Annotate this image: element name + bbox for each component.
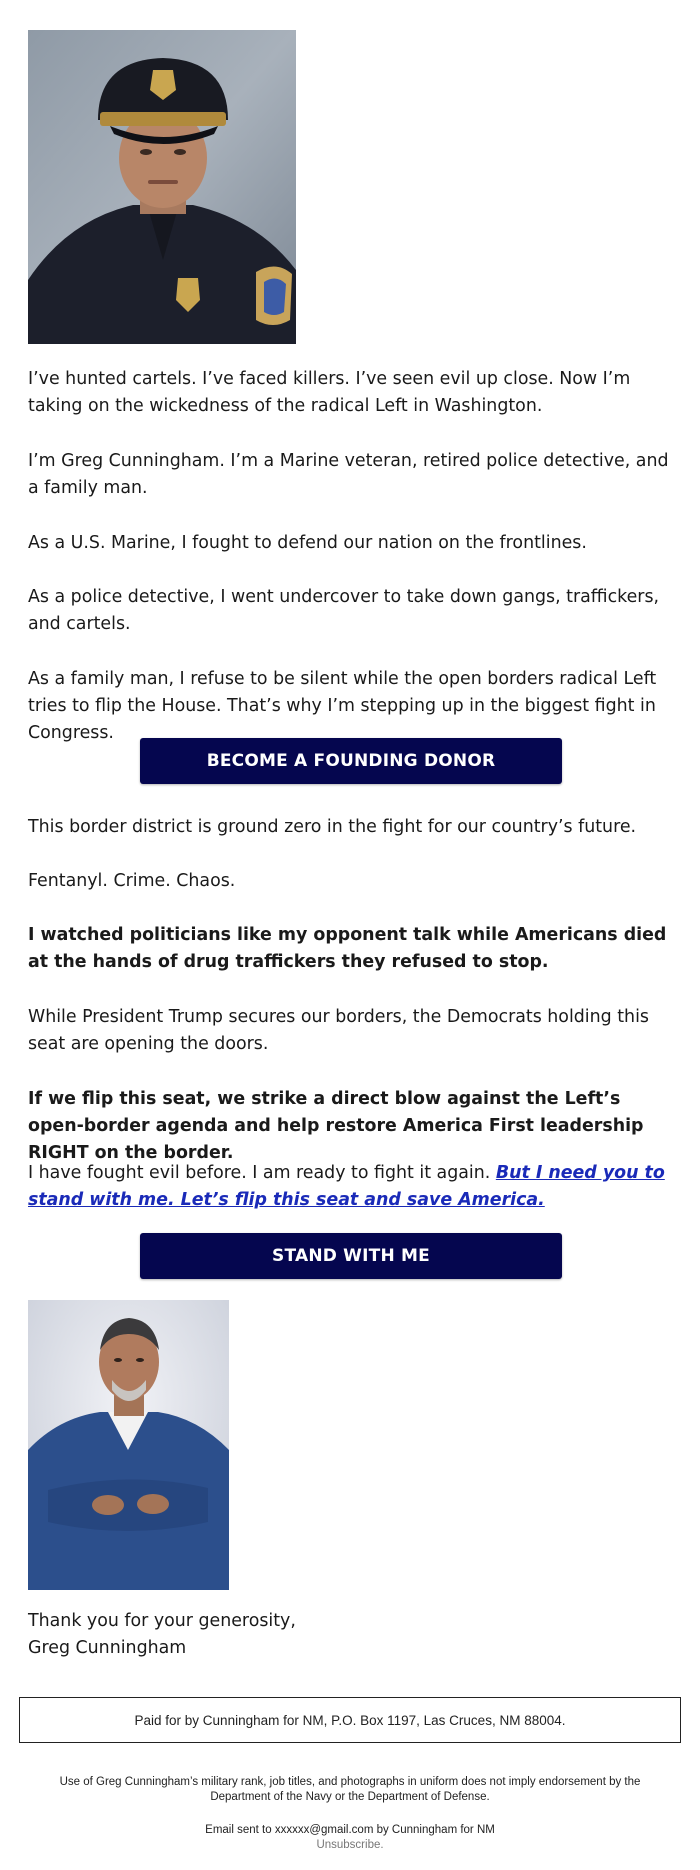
become-founding-donor-button[interactable]: BECOME A FOUNDING DONOR	[140, 738, 562, 784]
bio-paragraph: I’m Greg Cunningham. I’m a Marine veteran, retired police detective, and a family man.	[28, 451, 669, 498]
stand-with-me-link[interactable]: But I need you to stand with me. Let’s flip this seat and save America.	[28, 1163, 665, 1210]
paid-for-disclaimer-box	[19, 1697, 681, 1743]
border-district-paragraph: This border district is ground zero in the fight for our country’s future.	[28, 817, 637, 837]
family-paragraph: As a family man, I refuse to be silent while the open borders radical Left tries to flip the House. That’s why I’m stepping up in the biggest fight in Congress.	[28, 669, 657, 743]
signoff-name: Greg Cunningham	[28, 1638, 187, 1658]
flip-seat-paragraph: If we flip this seat, we strike a direct blow against the Left’s open-border agenda and help restore America First leadership RIGHT on the border.	[28, 1089, 644, 1163]
paid-for-text: Paid for by Cunningham for NM, P.O. Box 1197, Las Cruces, NM 88004.	[134, 1712, 566, 1728]
military-disclaimer: Use of Greg Cunningham’s military rank, job titles, and photographs in uniform does not imply endorsement by the Department of the Navy or the Department of Defense.	[59, 1776, 641, 1803]
unsubscribe-link[interactable]: Unsubscribe.	[316, 1839, 384, 1851]
politicians-paragraph: I watched politicians like my opponent talk while Americans died at the hands of drug traffickers they refused to stop.	[28, 925, 667, 972]
uniform-portrait-photo	[28, 30, 296, 344]
fight-again-text: I have fought evil before. I am ready to fight it again.	[28, 1163, 496, 1183]
candidate-portrait-photo	[28, 1300, 229, 1590]
intro-paragraph: I’ve hunted cartels. I’ve faced killers. I’ve seen evil up close. Now I’m taking on the wickedness of the radical Left in Washington.	[28, 369, 631, 416]
marine-paragraph: As a U.S. Marine, I fought to defend our nation on the frontlines.	[28, 533, 587, 553]
signoff-thanks: Thank you for your generosity,	[28, 1611, 296, 1631]
stand-with-me-button[interactable]: STAND WITH ME	[140, 1233, 562, 1279]
detective-paragraph: As a police detective, I went undercover to take down gangs, traffickers, and cartels.	[28, 587, 660, 634]
trump-paragraph: While President Trump secures our borders, the Democrats holding this seat are opening the doors.	[28, 1007, 649, 1054]
fentanyl-paragraph: Fentanyl. Crime. Chaos.	[28, 871, 236, 891]
fight-again-paragraph	[28, 1160, 676, 1214]
email-sent-notice: Email sent to xxxxxx@gmail.com by Cunningham for NM	[205, 1824, 495, 1836]
